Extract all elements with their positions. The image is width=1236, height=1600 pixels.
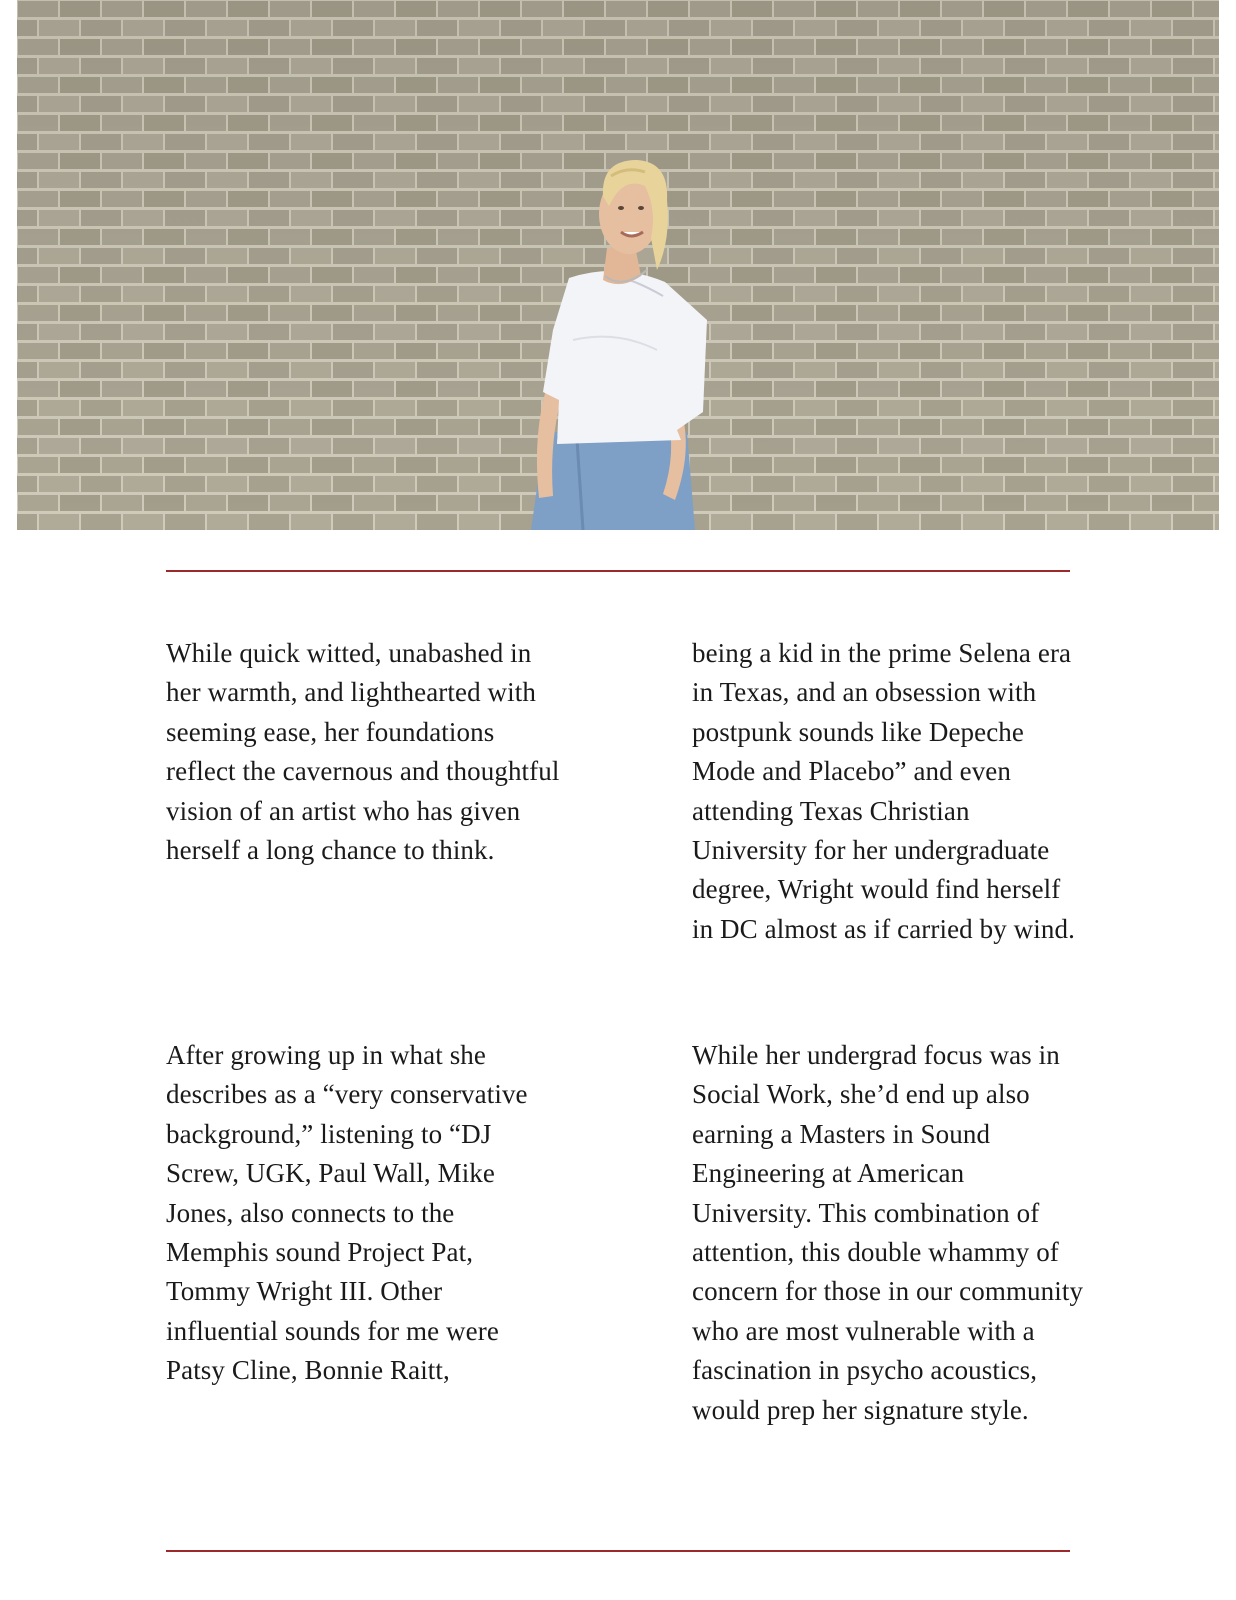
text-line: would prep her signature style. bbox=[692, 1394, 1029, 1425]
text-line: degree, Wright would find herself bbox=[692, 874, 1061, 905]
text-line: describes as a “very conservative bbox=[166, 1079, 528, 1110]
paragraph-1 bbox=[166, 634, 596, 870]
text-line: her warmth, and lighthearted with bbox=[166, 677, 536, 708]
hero-photo bbox=[17, 0, 1219, 530]
text-line: Memphis sound Project Pat, bbox=[166, 1237, 474, 1268]
text-line: Jones, also connects to the bbox=[166, 1197, 455, 1228]
divider-bottom bbox=[166, 1550, 1070, 1552]
text-line: attending Texas Christian bbox=[692, 795, 970, 826]
text-line: Patsy Cline, Bonnie Raitt, bbox=[166, 1355, 450, 1386]
text-line: in Texas, and an obsession with bbox=[692, 677, 1037, 708]
text-line: influential sounds for me were bbox=[166, 1315, 499, 1346]
text-line: Social Work, she’d end up also bbox=[692, 1079, 1030, 1110]
text-line: attention, this double whammy of bbox=[692, 1237, 1059, 1268]
text-line: reflect the cavernous and thoughtful bbox=[166, 756, 560, 787]
text-line: Tommy Wright III. Other bbox=[166, 1276, 443, 1307]
text-line: Screw, UGK, Paul Wall, Mike bbox=[166, 1158, 495, 1189]
text-line: While her undergrad focus was in bbox=[692, 1040, 1060, 1070]
text-line: being a kid in the prime Selena era bbox=[692, 638, 1072, 668]
text-line: who are most vulnerable with a bbox=[692, 1315, 1035, 1346]
text-line: in DC almost as if carried by wind. bbox=[692, 913, 1075, 944]
text-line: seeming ease, her foundations bbox=[166, 716, 495, 747]
text-line: concern for those in our community bbox=[692, 1276, 1084, 1307]
text-line: vision of an artist who has given bbox=[166, 795, 521, 826]
paragraph-2 bbox=[692, 634, 1122, 949]
text-line: Mode and Placebo” and even bbox=[692, 756, 1011, 787]
text-line: Engineering at American bbox=[692, 1158, 965, 1189]
paragraph-4 bbox=[692, 1036, 1122, 1430]
text-line: earning a Masters in Sound bbox=[692, 1118, 991, 1149]
paragraph-3 bbox=[166, 1036, 596, 1391]
text-line: After growing up in what she bbox=[166, 1040, 486, 1070]
text-line: University for her undergraduate bbox=[692, 835, 1050, 866]
text-line: background,” listening to “DJ bbox=[166, 1118, 492, 1149]
text-line: While quick witted, unabashed in bbox=[166, 638, 532, 668]
text-line: University. This combination of bbox=[692, 1197, 1040, 1228]
divider-top bbox=[166, 570, 1070, 572]
text-line: herself a long chance to think. bbox=[166, 835, 495, 866]
text-line: fascination in psycho acoustics, bbox=[692, 1355, 1038, 1386]
text-line: postpunk sounds like Depeche bbox=[692, 716, 1024, 747]
